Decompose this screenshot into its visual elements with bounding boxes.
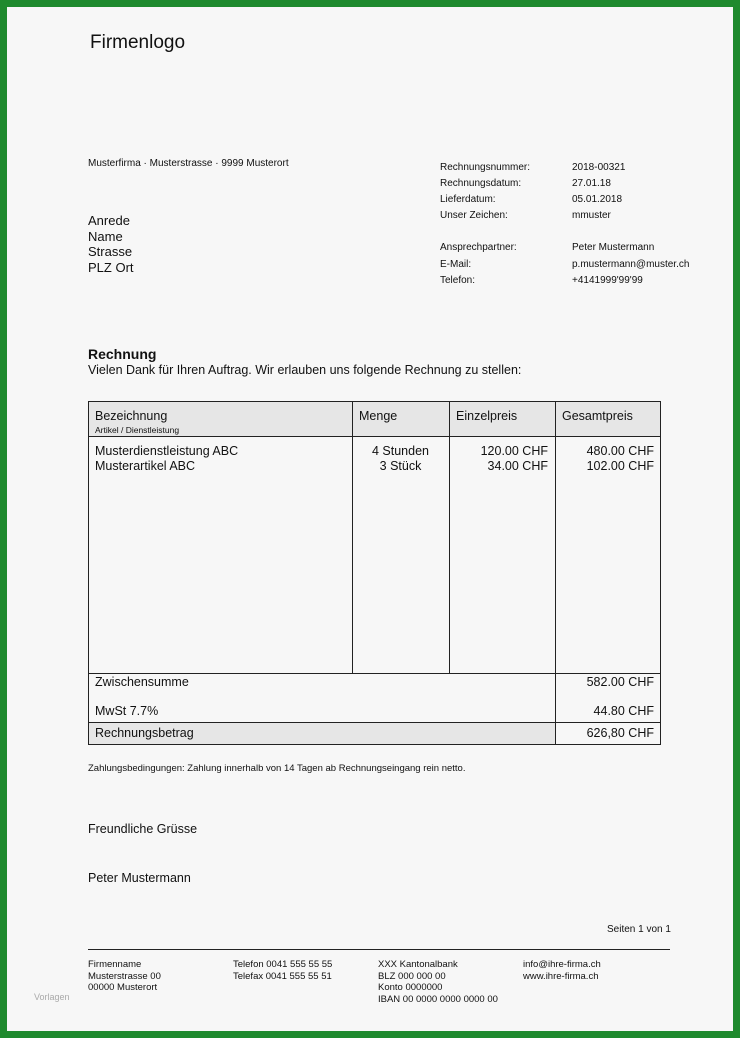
footer-bank-iban: IBAN 00 0000 0000 0000 00: [378, 993, 498, 1005]
meta-row-contact: [440, 242, 700, 256]
subtotal-label: Zwischensumme: [95, 675, 189, 689]
row-total: 102.00 CHF: [586, 459, 654, 473]
header-quantity: Menge: [359, 409, 398, 423]
recipient-name: Name: [88, 228, 123, 244]
footer-divider: [88, 949, 670, 950]
vat-value: 44.80 CHF: [593, 704, 654, 718]
payment-terms: Zahlungsbedingungen: Zahlung innerhalb von 14 Tagen ab Rechnungseingang rein netto.: [88, 763, 466, 774]
closing-greeting: Freundliche Grüsse: [88, 822, 198, 836]
footer-web: [523, 959, 601, 982]
vat-label: MwSt 7.7%: [95, 704, 159, 718]
footer-bank-account: Konto 0000000: [378, 982, 443, 993]
meta-row-reference: [440, 210, 700, 224]
invoice-table: [88, 401, 661, 745]
footer-bank-blz: BLZ 000 000 00: [378, 970, 446, 982]
meta-row-email: [440, 259, 700, 273]
page-count: Seiten 1 von 1: [607, 924, 671, 935]
row-description: Musterartikel ABC: [95, 459, 196, 473]
row-quantity: 3 Stück: [379, 459, 422, 473]
subtotal-divider: [89, 673, 660, 674]
meta-value: mmuster: [572, 210, 611, 221]
meta-value: +4141999'99'99: [572, 275, 643, 286]
meta-label: E-Mail:: [440, 259, 472, 270]
meta-label: Rechnungsnummer:: [440, 162, 531, 173]
footer-bank-name: XXX Kantonalbank: [378, 959, 458, 970]
subtotal-value: 582.00 CHF: [586, 675, 654, 689]
column-divider: [449, 402, 450, 674]
row-unit-price: 120.00 CHF: [480, 444, 548, 458]
meta-value: 05.01.2018: [572, 194, 623, 205]
watermark: Vorlagen: [34, 992, 70, 1002]
meta-value: p.mustermann@muster.ch: [572, 259, 690, 270]
row-description: Musterdienstleistung ABC: [95, 444, 239, 458]
invoice-intro: Vielen Dank für Ihren Auftrag. Wir erlauben uns folgende Rechnung zu stellen:: [88, 363, 522, 377]
invoice-title: Rechnung: [88, 346, 157, 362]
total-label: Rechnungsbetrag: [95, 726, 194, 740]
sender-line: Musterfirma · Musterstrasse · 9999 Musterort: [88, 158, 289, 169]
header-description-sub: Artikel / Dienstleistung: [95, 425, 180, 435]
total-value: 626,80 CHF: [586, 726, 654, 740]
footer-company-city: 00000 Musterort: [88, 982, 158, 993]
meta-row-delivery-date: [440, 194, 700, 208]
signature-name: Peter Mustermann: [88, 871, 191, 885]
footer-bank: [378, 959, 498, 1005]
row-quantity: 4 Stunden: [372, 444, 429, 458]
meta-label: Rechnungsdatum:: [440, 178, 522, 189]
footer-website: www.ihre-firma.ch: [523, 970, 599, 982]
meta-row-invoice-number: [440, 162, 700, 176]
recipient-address: [88, 213, 134, 275]
footer-email: info@ihre-firma.ch: [523, 959, 601, 970]
footer-telephone: Telefon 0041 555 55 55: [233, 959, 333, 970]
invoice-page: [7, 7, 733, 1031]
meta-label: Unser Zeichen:: [440, 210, 508, 221]
footer-telefax: Telefax 0041 555 55 51: [233, 970, 332, 982]
footer-company-street: Musterstrasse 00: [88, 970, 161, 982]
column-divider: [352, 402, 353, 674]
row-unit-price: 34.00 CHF: [487, 459, 548, 473]
recipient-street: Strasse: [88, 244, 133, 259]
meta-label: Ansprechpartner:: [440, 242, 517, 253]
meta-value: 27.01.18: [572, 178, 611, 189]
header-unit-price: Einzelpreis: [456, 409, 518, 423]
header-total: Gesamtpreis: [562, 409, 633, 423]
meta-label: Lieferdatum:: [440, 194, 496, 205]
company-logo-placeholder: Firmenlogo: [90, 32, 186, 53]
meta-value: 2018-00321: [572, 162, 626, 173]
meta-row-invoice-date: [440, 178, 700, 192]
meta-value: Peter Mustermann: [572, 242, 655, 253]
recipient-city: PLZ Ort: [88, 259, 134, 275]
recipient-salutation: Anrede: [88, 213, 130, 228]
footer-company-name: Firmenname: [88, 959, 142, 970]
header-description: Bezeichnung: [95, 409, 168, 423]
footer-company: [88, 959, 161, 994]
meta-label: Telefon:: [440, 275, 476, 286]
row-total: 480.00 CHF: [586, 444, 654, 458]
footer-phone: [233, 959, 332, 982]
meta-row-phone: [440, 275, 700, 289]
